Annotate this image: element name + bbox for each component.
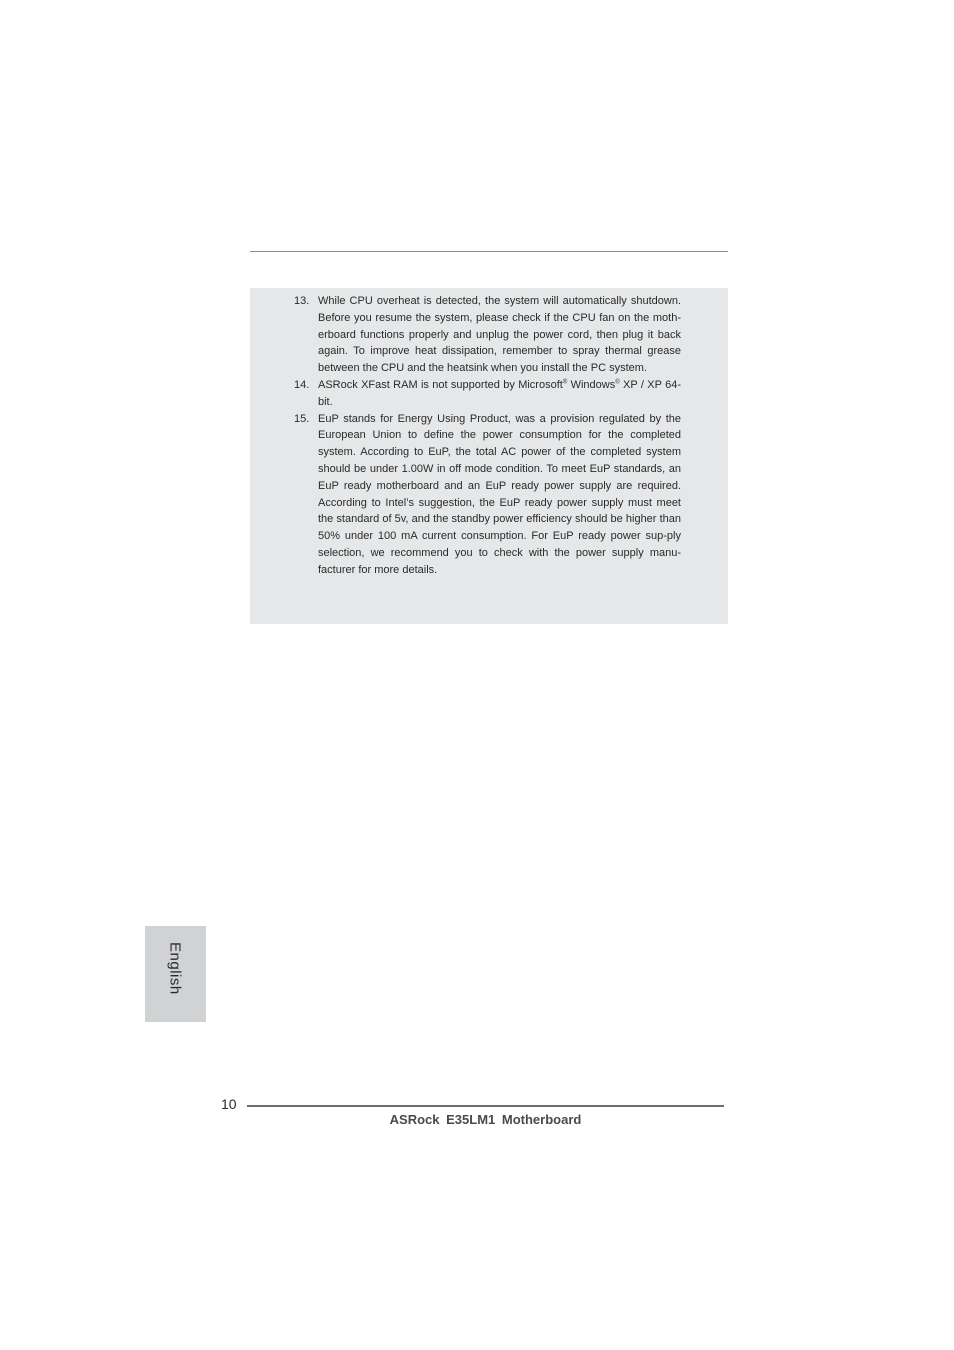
top-divider [250,251,728,252]
notes-panel [250,288,728,624]
note-item-13 [294,293,681,377]
notes-list [294,293,681,579]
language-label: English [166,942,184,995]
note-number: 14. [294,378,310,391]
note-number: 15. [294,412,310,425]
note-text: EuP stands for Energy Using Product, was a provision regulated by the European Union to define the power consumption for the completed system. According to EuP, the total AC power of the completed system should be under 1.00W in off mode condition. To meet EuP standards, an EuP ready motherboard and an EuP ready power supply are required. According to Intel’s suggestion, the EuP ready power supply must meet the standard of 5v, and the standby power efficiency should be higher than 50% under 100 mA current consumption. For EuP ready power sup-ply selection, we recommend you to check with the power supply manu-facturer for more details. [318,412,681,576]
footer-title: ASRock E35LM1 Motherboard [389,1112,582,1127]
note-item-15 [294,411,681,579]
note-text-part: XP / XP 64-bit. [318,378,681,408]
note-number: 13. [294,295,310,307]
registered-mark: ® [562,379,568,386]
note-text: While CPU overheat is detected, the system will automatically shutdown. Before you resume the system, please check if the CPU fan on the moth-erboard functions properly and unplug the power cord, then plug it back again. To improve heat dissipation, remember to spray thermal grease between the CPU and the heatsink when you install the PC system. [318,295,681,375]
registered-mark: ® [615,379,620,386]
footer-divider [247,1105,724,1107]
note-text [318,377,681,411]
note-text-part: Windows [567,378,616,391]
page-number: 10 [221,1096,237,1112]
note-text-part: ASRock XFast RAM is not supported by Microsoft [318,378,563,391]
language-tab [145,926,206,1022]
note-item-14 [294,377,681,411]
